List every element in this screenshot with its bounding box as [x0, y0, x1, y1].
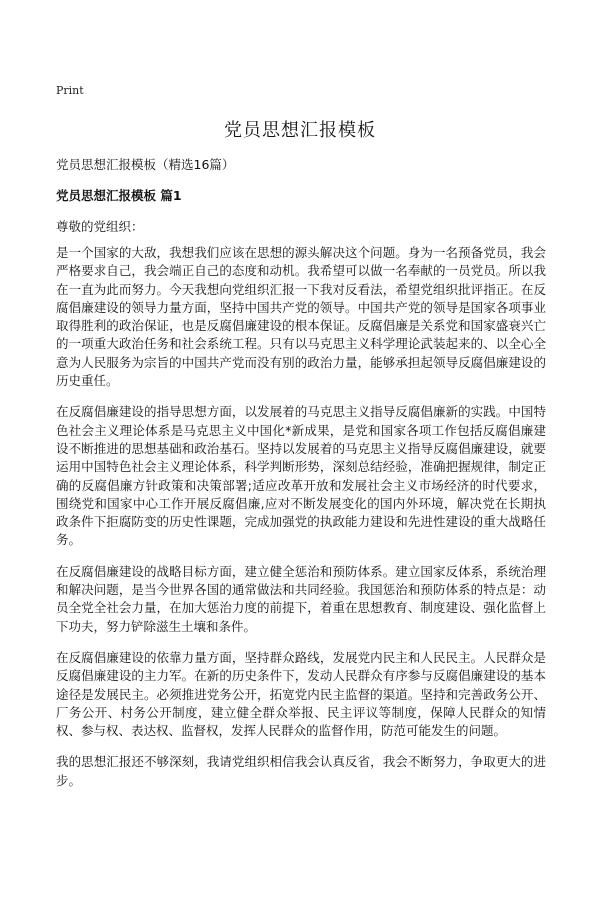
section-heading: 党员思想汇报模板 篇1: [56, 188, 182, 203]
page-title: 党员思想汇报模板: [224, 120, 376, 141]
paragraph: 在反腐倡廉建设的指导思想方面，以发展着的马克思主义指导反腐倡廉新的实践。中国特色社会主义理论体系是马克思主义中国化*新成果，是党和国家各项工作包括反腐倡廉建设不断推进的思想基础和政治基石。坚持以发展着的马克思主义指导反腐倡廉建设，就要运用中国特色社会主义理论体系，科学判断形势，深刻总结经验，准确把握规律，制定正确的反腐倡廉方针政策和决策部署;适应改革开放和发展社会主义市场经济的时代要求，围绕党和国家中心工作开展反腐倡廉,应对不断发展变化的国内外环境，解决党在长期执政条件下拒腐防变的历史性课题，完成加强党的执政能力建设和先进性建设的重大战略任务。: [56, 404, 546, 548]
paragraph: 在反腐倡廉建设的依靠力量方面，坚持群众路线，发展党内民主和人民民主。人民群众是反腐倡廉建设的主力军。在新的历史条件下，发动人民群众有序参与反腐倡廉建设的基本途径是发展民主。必须推进党务公开，拓宽党内民主监督的渠道。坚持和完善政务公开、厂务公开、村务公开制度，建立健全群众举报、民主评议等制度，保障人民群众的知情权、参与权、表达权、监督权，发挥人民群众的监督作用，防范可能发生的问题。: [56, 649, 546, 739]
print-label[interactable]: Print: [56, 84, 84, 97]
paragraph: 在反腐倡廉建设的战略目标方面，建立健全惩治和预防体系。建立国家反体系，系统治理和解决问题，是当今世界各国的通常做法和共同经验。我国惩治和预防体系的特点是：动员全党全社会力量，在加大惩治力度的前提下，着重在思想教育、制度建设、强化监督上下功夫，努力铲除滋生土壤和条件。: [56, 563, 546, 634]
paragraph: 我的思想汇报还不够深刻，我请党组织相信我会认真反省，我会不断努力，争取更大的进步。: [56, 754, 546, 788]
salutation: 尊敬的党组织：: [56, 219, 144, 234]
document-subtitle: 党员思想汇报模板（精选16篇）: [56, 157, 235, 172]
paragraph: 是一个国家的大敌，我想我们应该在思想的源头解决这个问题。身为一名预备党员，我会严格要求自己，我会端正自己的态度和动机。我希望可以做一名奉献的一员党员。所以我在一直为此而努力。今天我想向党组织汇报一下我对反看法，希望党组织批评指正。在反腐倡廉建设的领导力量方面，坚持中国共产党的领导。中国共产党的领导是国家各项事业取得胜利的政治保证，也是反腐倡廉建设的根本保证。反腐倡廉是关系党和国家盛衰兴亡的一项重大政治任务和社会系统工程。只有以马克思主义科学理论武装起来的、以全心全意为人民服务为宗旨的中国共产党而没有别的政治力量，能够承担起领导反腐倡廉建设的历史重任。: [56, 245, 546, 389]
body-text: [56, 244, 546, 803]
